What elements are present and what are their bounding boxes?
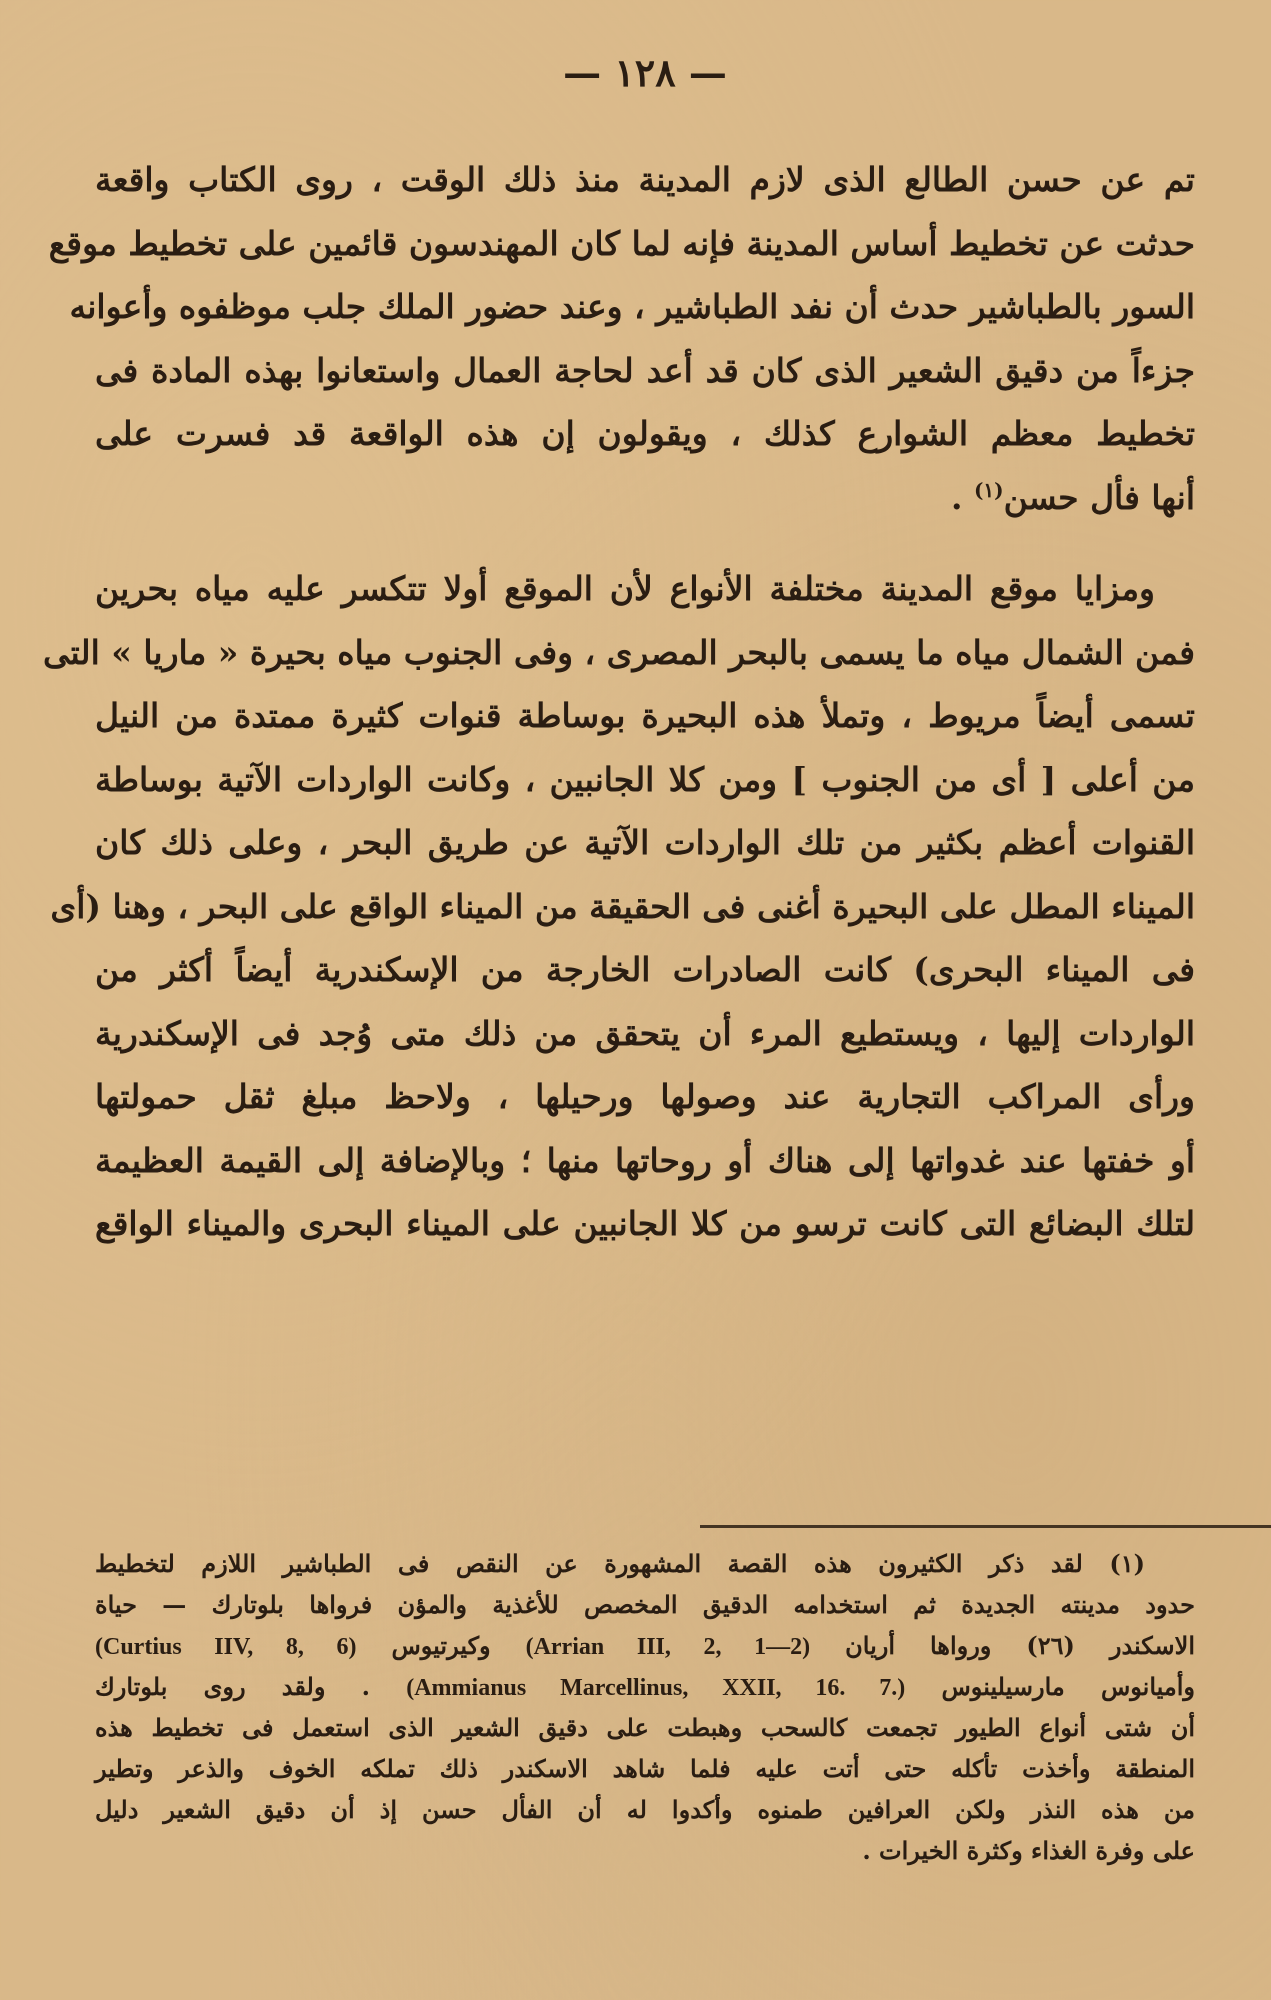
footnote-line: حدود مدينته الجديدة ثم استخدامه الدقيق المخصص للأغذية والمؤن فرواها بلوتارك — حياة (95, 1590, 1195, 1619)
text-line: تم عن حسن الطالع الذى لازم المدينة منذ ذلك الوقت ، روى الكتاب واقعة (95, 160, 1195, 199)
footnote-line: أن شتى أنواع الطيور تجمعت كالسحب وهبطت على دقيق الشعير الذى استعمل فى تخطيط هذه (95, 1713, 1195, 1742)
paragraph-gap (95, 529, 1195, 557)
text-line: السور بالطباشير حدث أن نفد الطباشير ، وعند حضور الملك جلب موظفوه وأعوانه (69, 287, 1195, 326)
footnote-separator (700, 1525, 1271, 1528)
citation-curtius: (Curtius IIV, 8, 6) (95, 1634, 357, 1660)
text-line: من أعلى [ أى من الجنوب ] ومن كلا الجانبين ، وكانت الواردات الآتية بوساطة (95, 759, 1195, 799)
footnote-line: (١) لقد ذكر الكثيرون هذه القصة المشهورة عن النقص فى الطباشير اللازم لتخطيط (95, 1549, 1145, 1578)
footnote-reference: (١) (973, 477, 1004, 502)
citation-ammianus: (Ammianus Marcellinus, XXII, 16. 7.) (406, 1675, 906, 1701)
book-page (43, 0, 1196, 2000)
footnote-line: المنطقة وأخذت تأكله حتى أتت عليه فلما شاهد الاسكندر ذلك تملكه الخوف والذعر وتطير (95, 1754, 1196, 1783)
text-line: أو خفتها عند غدواتها إلى هناك أو روحاتها منها ؛ وبالإضافة إلى القيمة العظيمة (95, 1140, 1195, 1180)
text-fragment: أنها فأل حسن (1003, 477, 1195, 517)
citation-arrian: (Arrian III, 2, 1—2) (525, 1634, 811, 1660)
text-line: تسمى أيضاً مريوط ، وتملأ هذه البحيرة بوساطة قنوات كثيرة ممتدة من النيل (95, 696, 1195, 735)
text-fragment: وأميانوس مارسيلينوس (941, 1672, 1195, 1701)
text-line: الميناء المطل على البحيرة أغنى فى الحقيقة من الميناء الواقع على البحر ، وهنا (أى (50, 886, 1195, 926)
text-line: القنوات أعظم بكثير من تلك الواردات الآتية عن طريق البحر ، وعلى ذلك كان (95, 823, 1195, 862)
text-line: ومزايا موقع المدينة مختلفة الأنواع لأن الموقع أولا تتكسر عليه مياه بحرين (95, 569, 1155, 608)
footnote-line (95, 1625, 1195, 1666)
text-line: فمن الشمال مياه ما يسمى بالبحر المصرى ، وفى الجنوب مياه بحيرة « ماريا » التى (43, 632, 1195, 672)
text-line: جزءاً من دقيق الشعير الذى كان قد أعد لحاجة العمال واستعانوا بهذه المادة فى (95, 350, 1195, 390)
footnotes (95, 1543, 1195, 1871)
text-line: حدثت عن تخطيط أساس المدينة فإنه لما كان المهندسون قائمين على تخطيط موقع (48, 223, 1195, 263)
footnote-line (95, 1666, 1195, 1707)
text-fragment: . ولقد روى بلوتارك (95, 1672, 407, 1701)
text-fragment: . (950, 477, 974, 517)
footnote-line: من هذه النذر ولكن العرافين طمنوه وأكدوا له أن الفأل حسن إذ أن دقيق الشعير دليل (95, 1795, 1195, 1824)
main-text (43, 148, 1195, 1256)
text-fragment: وكيرتيوس (356, 1631, 526, 1660)
text-line: فى الميناء البحرى) كانت الصادرات الخارجة من الإسكندرية أيضاً أكثر من (95, 950, 1195, 989)
text-line: ورأى المراكب التجارية عند وصولها ورحيلها ، ولاحظ مبلغ ثقل حمولتها (95, 1077, 1195, 1116)
text-line-paragraph-end (95, 466, 1195, 530)
text-line: تخطيط معظم الشوارع كذلك ، ويقولون إن هذه الواقعة قد فسرت على (95, 414, 1195, 453)
text-line: لتلك البضائع التى كانت ترسو من كلا الجانبين على الميناء البحرى والميناء الواقع (95, 1204, 1195, 1243)
text-fragment: الاسكندر (٢٦) ورواها أريان (845, 1631, 1196, 1660)
text-line: الواردات إليها ، ويستطيع المرء أن يتحقق من ذلك متى وُجد فى الإسكندرية (95, 1013, 1195, 1053)
footnote-line: على وفرة الغذاء وكثرة الخيرات . (862, 1836, 1195, 1865)
page-number: — ١٢٨ — (563, 50, 727, 95)
